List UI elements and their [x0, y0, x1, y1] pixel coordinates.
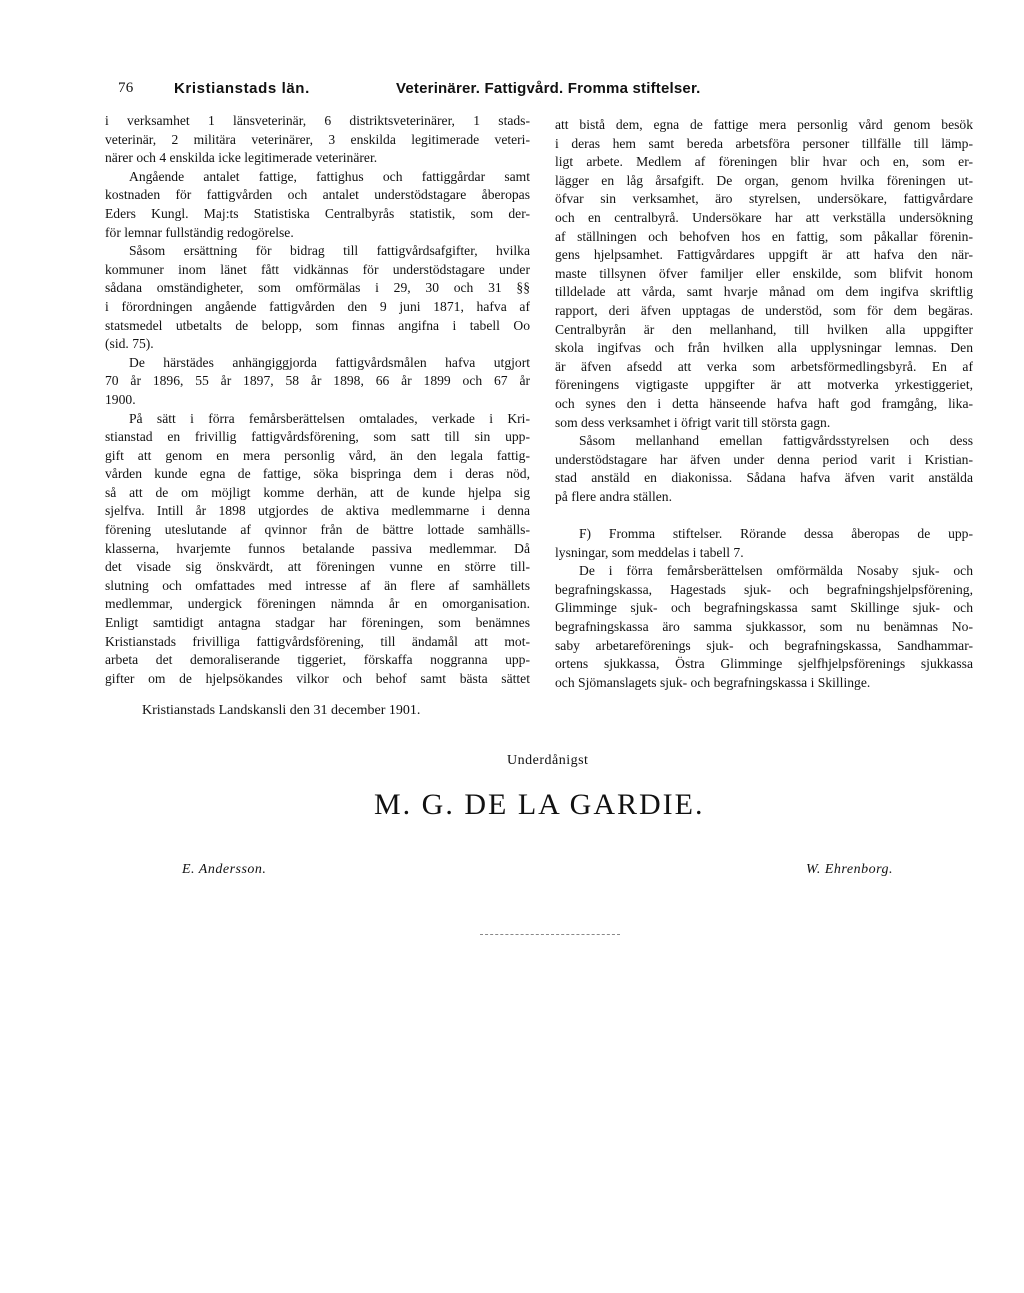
text-line: ortens sjukkassa, Östra Glimminge sjelfhjelpsförenings sjukkassa	[555, 656, 973, 672]
text-line: (sid. 75).	[105, 336, 154, 352]
text-line: i deras hem samt bereda arbetsföra personer tillfälle till lämp-	[555, 135, 973, 151]
text-line: och en centralbyrå. Undersökare har att verkställa undersökning	[555, 209, 973, 225]
text-line: veterinär, 2 militära veterinärer, 3 enskilda legitimerade veteri-	[105, 131, 530, 147]
text-line: klasserna, hvarjemte funnos betalande passiva medlemmar. Då	[105, 540, 530, 556]
text-line: förening uteslutande af qvinnor från de bättre lottade samhälls-	[105, 522, 530, 538]
text-line: maste tillsynen öfver familjer eller enskilde, som blifvit honom	[555, 265, 973, 281]
text-line: som dess verksamhet i öfrigt varit till största gagn.	[555, 414, 831, 430]
text-line: Såsom mellanhand emellan fattigvårdsstyrelsen och dess	[579, 433, 973, 449]
blank-line	[555, 506, 973, 525]
text-line: af ställningen och behofven hos en fattig, som påkallar förenin-	[555, 228, 973, 244]
text-line: ligt arbete. Medlem af föreningen blir hvar och en, som er-	[555, 154, 973, 170]
text-line: 70 år 1896, 55 år 1897, 58 år 1898, 66 år 1899 och 67 år	[105, 373, 530, 389]
text-line: och Sjömanslagets sjuk- och begrafningskassa i Skillinge.	[555, 674, 871, 690]
text-line: arbeta det demoraliserande tiggeriet, förskaffa noggranna upp-	[105, 652, 530, 668]
text-line: för lemnar fullständig redogörelse.	[105, 224, 294, 240]
left-column	[105, 112, 530, 688]
salutation: Underdånigst	[507, 753, 589, 768]
page-number: 76	[118, 80, 134, 96]
text-line: föreningens vigtigaste uppgifter är att motverka yrkestiggeriet,	[555, 377, 973, 393]
text-line: närer och 4 enskilda icke legitimerade veterinärer.	[105, 150, 378, 166]
text-line: medlemmar, undergick föreningen nämnda år en omorganisation.	[105, 596, 530, 612]
text-line: Enligt samtidigt antagna stadgar har föreningen, som benämnes	[105, 615, 530, 631]
text-line: kommuner inom länet fått vidkännas för understödstagare under	[105, 261, 530, 277]
text-line: Såsom ersättning för bidrag till fattigvårdsafgifter, hvilka	[129, 243, 530, 259]
text-line: gifter om de hjelpsökandes vilkor och behof samt bästa sättet	[105, 670, 530, 686]
text-line: kostnaden för fattigvården och antalet understödstagare åberopas	[105, 187, 530, 203]
text-line: att bistå dem, egna de fattige mera personlig vård genom besök	[555, 117, 973, 132]
text-line: Angående antalet fattige, fattighus och fattiggårdar samt	[129, 168, 530, 184]
text-line: slutning och omfattades med intresse af än flere af samhällets	[105, 577, 530, 593]
text-line: De i förra femårsberättelsen omförmälda Nosaby sjuk- och	[579, 563, 973, 579]
text-line: lägger en låg årsafgift. De organ, genom hvilka föreningen ut-	[555, 172, 973, 188]
text-line: så att de om möjligt komme derhän, att de kunde hjelpa sig	[105, 484, 530, 500]
text-line: i förordningen angående fattigvården den 9 juni 1871, hafva af	[105, 298, 530, 314]
header-topics: Veterinärer. Fattigvård. Fromma stiftelser.	[396, 80, 701, 97]
text-line: gens hjelpsamhet. Fattigvårdares uppgift är att hafva den när-	[555, 247, 973, 263]
text-line: Eders Kungl. Maj:ts Statistiska Centralbyrås statistik, som der-	[105, 205, 530, 221]
divider	[480, 934, 620, 935]
text-line: är äfven afsedd att verka som arbetsförmedlingsbyrå. En af	[555, 358, 973, 374]
text-line: statsmedel utbetalts de belopp, som finnas angifna i tabell Oo	[105, 317, 530, 333]
text-line: gift att genom en mera personlig vård, än den legala fattig-	[105, 447, 530, 463]
section-heading-line: F) Fromma stiftelser. Rörande dessa åberopas de upp-	[579, 526, 973, 542]
countersign-left: E. Andersson.	[182, 862, 267, 877]
countersign-right: W. Ehrenborg.	[806, 862, 893, 877]
text-line: stianstad en frivillig fattigvårdsförening, som satt till sin upp-	[105, 429, 530, 445]
text-line: sjelfva. Intill år 1898 utgjordes de aktiva medlemmarne i denna	[105, 503, 530, 519]
text-line: Glimminge sjuk- och begrafningskassa samt Skillinge sjuk- och	[555, 600, 973, 616]
text-line: tilldelade att vårda, samt hvarje månad om dem ingifva skriftlig	[555, 284, 973, 300]
text-line: på flere andra ställen.	[555, 488, 672, 504]
place-date: Kristianstads Landskansli den 31 december 1901.	[142, 703, 421, 718]
header-region: Kristianstads län.	[174, 80, 310, 97]
text-line: det visade sig önskvärdt, att föreningen vunne en större till-	[105, 559, 530, 575]
text-line: Kristianstads frivilliga fattigvårdsförening, till ändamål att mot-	[105, 633, 530, 649]
text-line: öfvar sin verksamhet, äro styrelsen, undersökare, fattigvårdare	[555, 191, 973, 207]
text-line: lysningar, som meddelas i tabell 7.	[555, 544, 744, 560]
running-header	[118, 80, 938, 102]
text-line: Centralbyrån är den mellanhand, till hvilken alla uppgifter	[555, 321, 973, 337]
text-line: De härstädes anhängiggjorda fattigvårdsmålen hafva utgjort	[129, 354, 530, 370]
text-line: På sätt i förra femårsberättelsen omtalades, verkade i Kri-	[129, 410, 530, 426]
text-line: i verksamhet 1 länsveterinär, 6 distriktsveterinärer, 1 stads-	[105, 113, 530, 128]
right-column	[555, 116, 973, 692]
text-line: vården kunde egna de fattige, söka bispringa dem i deras nöd,	[105, 466, 530, 482]
text-line: stad anstäld en diakonissa. Sådana hafva äfven varit anstälda	[555, 470, 973, 486]
text-line: saby arbetareförenings sjuk- och begrafningskassa, Sandhammar-	[555, 637, 973, 653]
text-line: rapport, deri äfven upptagas de understöd, som för dem begäras.	[555, 302, 973, 318]
text-line: och synes den i detta hänseende hafva haft god framgång, lika-	[555, 395, 973, 411]
text-line: skola ingifvas och från hvilken alla upplysningar lemnas. Den	[555, 340, 973, 356]
text-line: understödstagare har äfven under denna period varit i Kristian-	[555, 451, 973, 467]
text-line: begrafningskassa, Hagestads sjuk- och begrafningshjelpsförening,	[555, 581, 973, 597]
text-line: sådana omständigheter, som omförmälas i 29, 30 och 31 §§	[105, 280, 530, 296]
text-line: 1900.	[105, 391, 136, 407]
text-line: begrafningskassa äro samma sjukkassor, som nu benämnas No-	[555, 619, 973, 635]
signatory-name: M. G. DE LA GARDIE.	[374, 788, 705, 821]
